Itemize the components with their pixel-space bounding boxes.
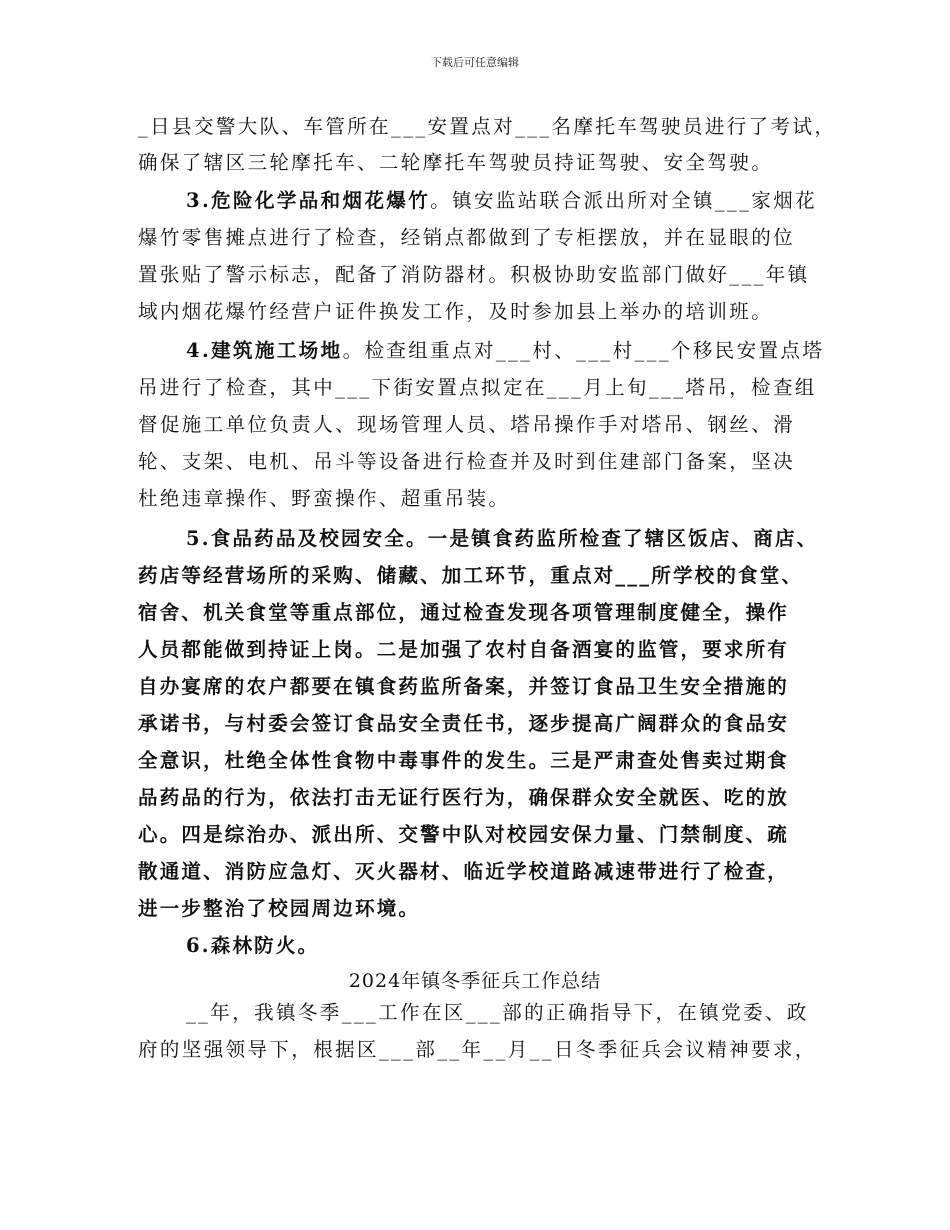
text-line: 督促施工单位负责人、现场管理人员、塔吊操作手对塔吊、钢丝、滑 bbox=[138, 413, 796, 436]
section-5-line: 5.食品药品及校园安全。一是镇食药监所检查了辖区饭店、商店、 bbox=[186, 527, 819, 550]
text-line: 杜绝违章操作、野蛮操作、超重吊装。 bbox=[138, 487, 511, 510]
page-header: 下载后可任意编辑 bbox=[431, 56, 519, 69]
text-line: 确保了辖区三轮摩托车、二轮摩托车驾驶员持证驾驶、安全驾驶。 bbox=[138, 151, 774, 174]
section-4-heading: 4.建筑施工场地 bbox=[186, 339, 343, 362]
document-title: 2024年镇冬季征兵工作总结 bbox=[348, 970, 602, 992]
text-line: 心。四是综治办、派出所、交警中队对校园安保力量、门禁制度、疏 bbox=[138, 823, 790, 846]
text-line: 府的坚强领导下，根据区___部__年__月__日冬季征兵会议精神要求， bbox=[138, 1038, 817, 1061]
text-span: 。检查组重点对___村、___村___个移民安置点塔 bbox=[342, 339, 825, 362]
text-line: 爆竹零售摊点进行了检查，经销点都做到了专柜摆放，并在显眼的位 bbox=[138, 226, 796, 249]
text-line: 宿舍、机关食堂等重点部位，通过检查发现各项管理制度健全，操作 bbox=[138, 601, 790, 624]
text-line: 散通道、消防应急灯、灭火器材、临近学校道路减速带进行了检查， bbox=[138, 860, 790, 883]
text-line: 域内烟花爆竹经营户证件换发工作，及时参加县上举办的培训班。 bbox=[138, 300, 774, 323]
section-3-line bbox=[186, 191, 828, 211]
text-line: __年，我镇冬季___工作在区___部的正确指导下，在镇党委、政 bbox=[186, 1001, 809, 1024]
text-span: 。镇安监站联合派出所对全镇___家烟花 bbox=[430, 189, 818, 212]
text-line: _日县交警大队、车管所在___安置点对___名摩托车驾驶员进行了考试， bbox=[138, 115, 837, 138]
section-6-heading: 6.森林防火。 bbox=[186, 934, 320, 957]
text-line: 人员都能做到持证上岗。二是加强了农村自备酒宴的监管，要求所有 bbox=[138, 638, 790, 661]
text-line: 轮、支架、电机、吊斗等设备进行检查并及时到住建部门备案，坚决 bbox=[138, 450, 796, 473]
section-4-line bbox=[186, 341, 828, 361]
text-line: 药店等经营场所的采购、储藏、加工环节，重点对___所学校的食堂、 bbox=[138, 564, 804, 587]
section-3-heading: 3.危险化学品和烟花爆竹 bbox=[186, 189, 431, 212]
text-line: 进一步整治了校园周边环境。 bbox=[138, 897, 421, 920]
text-line: 承诺书，与村委会签订食品安全责任书，逐步提高广阔群众的食品安 bbox=[138, 712, 790, 735]
text-line: 品药品的行为，依法打击无证行医行为，确保群众安全就医、吃的放 bbox=[138, 786, 790, 809]
text-line: 自办宴席的农户都要在镇食药监所备案，并签订食品卫生安全措施的 bbox=[138, 675, 790, 698]
text-line: 全意识，杜绝全体性食物中毒事件的发生。三是严肃查处售卖过期食 bbox=[138, 749, 790, 772]
text-line: 置张贴了警示标志，配备了消防器材。积极协助安监部门做好___年镇 bbox=[138, 263, 810, 286]
text-line: 吊进行了检查，其中___下街安置点拟定在___月上旬___塔吊，检查组 bbox=[138, 376, 817, 399]
